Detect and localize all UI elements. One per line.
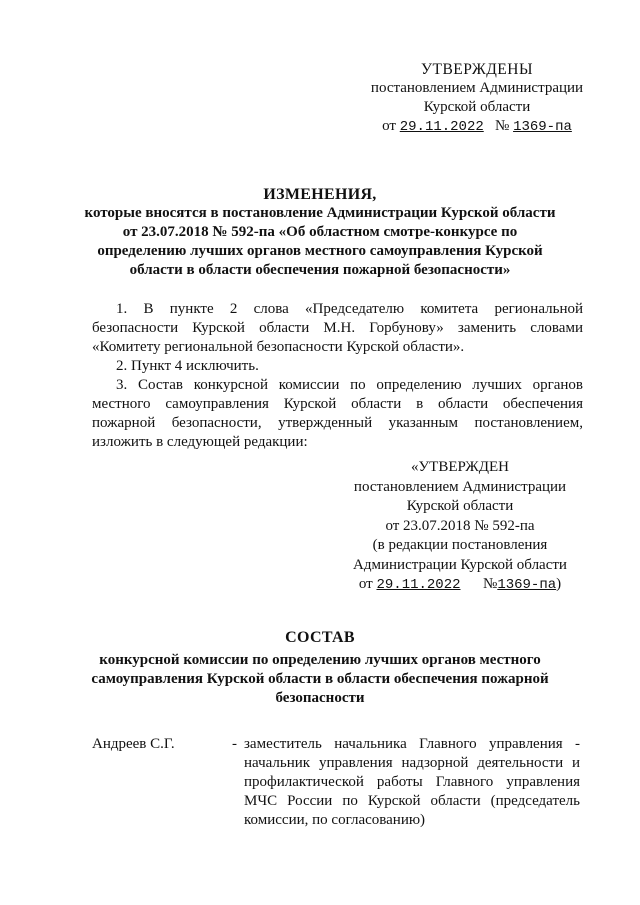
approval-date-line (352, 117, 602, 137)
approval2-line4: (в редакции постановления (372, 537, 548, 553)
approval-title: УТВЕРЖДЕНЫ (421, 61, 533, 78)
item-3: 3. Состав конкурсной комиссии по определению лучших органов местного самоуправления Курской области в области обеспечения пожарной безопасности, утвержденный указанным постановлением, изложить в следующей редакции: (92, 377, 583, 450)
member-role: заместитель начальника Главного управления - начальник управления надзорной деятельности и профилактической работы Главного управления МЧС России по Курской области (председатель комиссии, по согласованию) (244, 736, 580, 828)
changes-subtitle: которые вносятся в постановление Администрации Курской области от 23.07.2018 № 592-па «Об областном смотре-конкурсе по определению лучших органов местного самоуправления Курской области в области обеспечения пожарной безопасности» (84, 205, 556, 278)
changes-heading (80, 185, 560, 280)
approval2-line1: постановлением Администрации (353, 478, 567, 495)
approval2-line5: Администрации Курской области (353, 556, 567, 573)
member-name: Андреев С.Г. (92, 736, 175, 752)
sostav-heading (80, 628, 560, 708)
changes-body (92, 300, 583, 452)
approval-date: 29.11.2022 (399, 119, 484, 135)
approval-block (352, 60, 602, 137)
approval2-number-label: № (483, 576, 498, 592)
approval-number-label: № (495, 118, 510, 134)
approval2-date: 29.11.2022 (376, 577, 461, 593)
approval-from-label: от (382, 118, 396, 134)
approval-line1: постановлением Администрации (370, 80, 584, 96)
approval2-number: 1369-па (497, 577, 557, 593)
changes-title: ИЗМЕНЕНИЯ, (263, 186, 377, 203)
member-row (92, 735, 588, 845)
member-dash: - (232, 736, 237, 752)
approval2-date-line (340, 575, 580, 596)
approval2-line3: от 23.07.2018 № 592-па (385, 517, 535, 534)
approval2-from-label: от (358, 576, 373, 592)
sostav-subtitle: конкурсной комиссии по определению лучших органов местного самоуправления Курской области в области обеспечения пожарной безопасности (91, 652, 549, 706)
approval2-title: «УТВЕРЖДЕН (411, 459, 509, 475)
approval-line2: Курской области (423, 99, 531, 115)
approval2-close: ) (556, 576, 562, 592)
approval-number: 1369-па (513, 119, 572, 135)
item-1: 1. В пункте 2 слова «Председателю комитета региональной безопасности Курской области М.Н. Горбунову» заменить словами «Комитету региональной безопасности Курской области». (92, 301, 583, 355)
item-2: 2. Пункт 4 исключить. (116, 358, 259, 374)
sostav-title: СОСТАВ (285, 629, 355, 646)
approval2-line2: Курской области (406, 498, 514, 514)
approval2-block (340, 458, 580, 596)
